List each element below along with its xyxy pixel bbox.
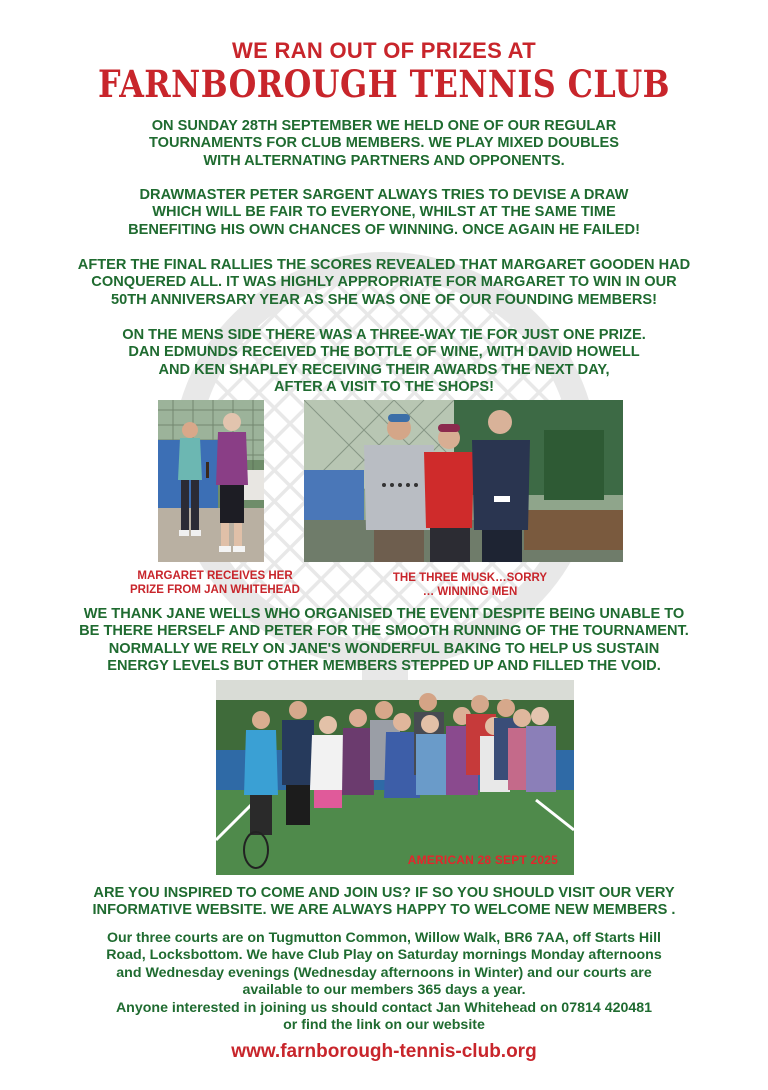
text-line: WE THANK JANE WELLS WHO ORGANISED THE EVENT DESPITE BEING UNABLE TO xyxy=(83,606,685,622)
text-line: BENEFITING HIS OWN CHANCES OF WINNING. ONCE AGAIN HE FAILED! xyxy=(128,221,640,238)
text-line: 50TH ANNIVERSARY YEAR AS SHE WAS ONE OF OUR FOUNDING MEMBERS! xyxy=(111,291,657,308)
text-line: AFTER A VISIT TO THE SHOPS! xyxy=(273,378,494,395)
text-line: ARE YOU INSPIRED TO COME AND JOIN US? IF SO YOU SHOULD VISIT OUR VERY xyxy=(93,885,675,901)
photo-margaret-prize xyxy=(158,400,264,562)
caption-three-men xyxy=(370,571,570,599)
text-line: ENERGY LEVELS BUT OTHER MEMBERS STEPPED UP AND FILLED THE VOID. xyxy=(107,657,661,674)
text-line: Anyone interested in joining us should contact Jan Whitehead on 07814 420481 xyxy=(115,999,653,1016)
caption-margaret xyxy=(110,569,320,597)
paragraph-club-info xyxy=(20,930,748,1034)
paragraph-thanks xyxy=(20,606,748,675)
text-line: NORMALLY WE RELY ON JANE'S WONDERFUL BAKING TO HELP US SUSTAIN xyxy=(108,640,660,657)
text-line: available to our members 365 days a year. xyxy=(242,982,526,999)
website-link[interactable]: www.farnborough-tennis-club.org xyxy=(231,1041,537,1062)
caption-line: … WINNING MEN xyxy=(422,586,518,598)
text-line: INFORMATIVE WEBSITE. WE ARE ALWAYS HAPPY TO WELCOME NEW MEMBERS . xyxy=(92,902,676,919)
text-line: AFTER THE FINAL RALLIES THE SCORES REVEALED THAT MARGARET GOODEN HAD xyxy=(77,257,691,273)
text-line: and Wednesday evenings (Wednesday afternoons in Winter) and our courts are xyxy=(116,964,652,981)
paragraph-winner xyxy=(20,257,748,309)
paragraph-mens-side xyxy=(20,327,748,396)
caption-line: MARGARET RECEIVES HER xyxy=(137,570,293,582)
text-line: BE THERE HERSELF AND PETER FOR THE SMOOTH RUNNING OF THE TOURNAMENT. xyxy=(79,623,689,640)
caption-line: PRIZE FROM JAN WHITEHEAD xyxy=(130,584,300,596)
paragraph-tournament xyxy=(20,118,748,170)
text-line: ON SUNDAY 28TH SEPTEMBER WE HELD ONE OF OUR REGULAR xyxy=(151,118,617,134)
text-line: Road, Locksbottom. We have Club Play on Saturday mornings Monday afternoons xyxy=(106,947,662,964)
paragraph-drawmaster xyxy=(20,187,748,239)
text-line: AND KEN SHAPLEY RECEIVING THEIR AWARDS THE NEXT DAY, xyxy=(158,361,610,378)
text-line: or find the link on our website xyxy=(283,1017,485,1034)
paragraph-join-us xyxy=(20,885,748,920)
text-line: WITH ALTERNATING PARTNERS AND OPPONENTS. xyxy=(203,152,565,169)
photo-group xyxy=(216,680,574,875)
photo-three-men xyxy=(304,400,623,562)
headline-top: WE RAN OUT OF PRIZES AT xyxy=(232,38,536,63)
text-line: TOURNAMENTS FOR CLUB MEMBERS. WE PLAY MIXED DOUBLES xyxy=(149,135,619,152)
text-line: ON THE MENS SIDE THERE WAS A THREE-WAY TIE FOR JUST ONE PRIZE. xyxy=(122,327,646,343)
text-line: DAN EDMUNDS RECEIVED THE BOTTLE OF WINE, WITH DAVID HOWELL xyxy=(128,344,640,361)
text-line: WHICH WILL BE FAIR TO EVERYONE, WHILST AT THE SAME TIME xyxy=(152,204,616,221)
text-line: CONQUERED ALL. IT WAS HIGHLY APPROPRIATE FOR MARGARET TO WIN IN OUR xyxy=(91,274,677,291)
club-name-title: FARNBOROUGH TENNIS CLUB xyxy=(98,62,670,106)
caption-line: THE THREE MUSK…SORRY xyxy=(392,572,548,584)
text-line: Our three courts are on Tugmutton Common, Willow Walk, BR6 7AA, off Starts Hill xyxy=(106,930,661,946)
text-line: DRAWMASTER PETER SARGENT ALWAYS TRIES TO DEVISE A DRAW xyxy=(139,187,629,203)
group-photo-label: AMERICAN 28 SEPT 2025 xyxy=(407,853,558,867)
